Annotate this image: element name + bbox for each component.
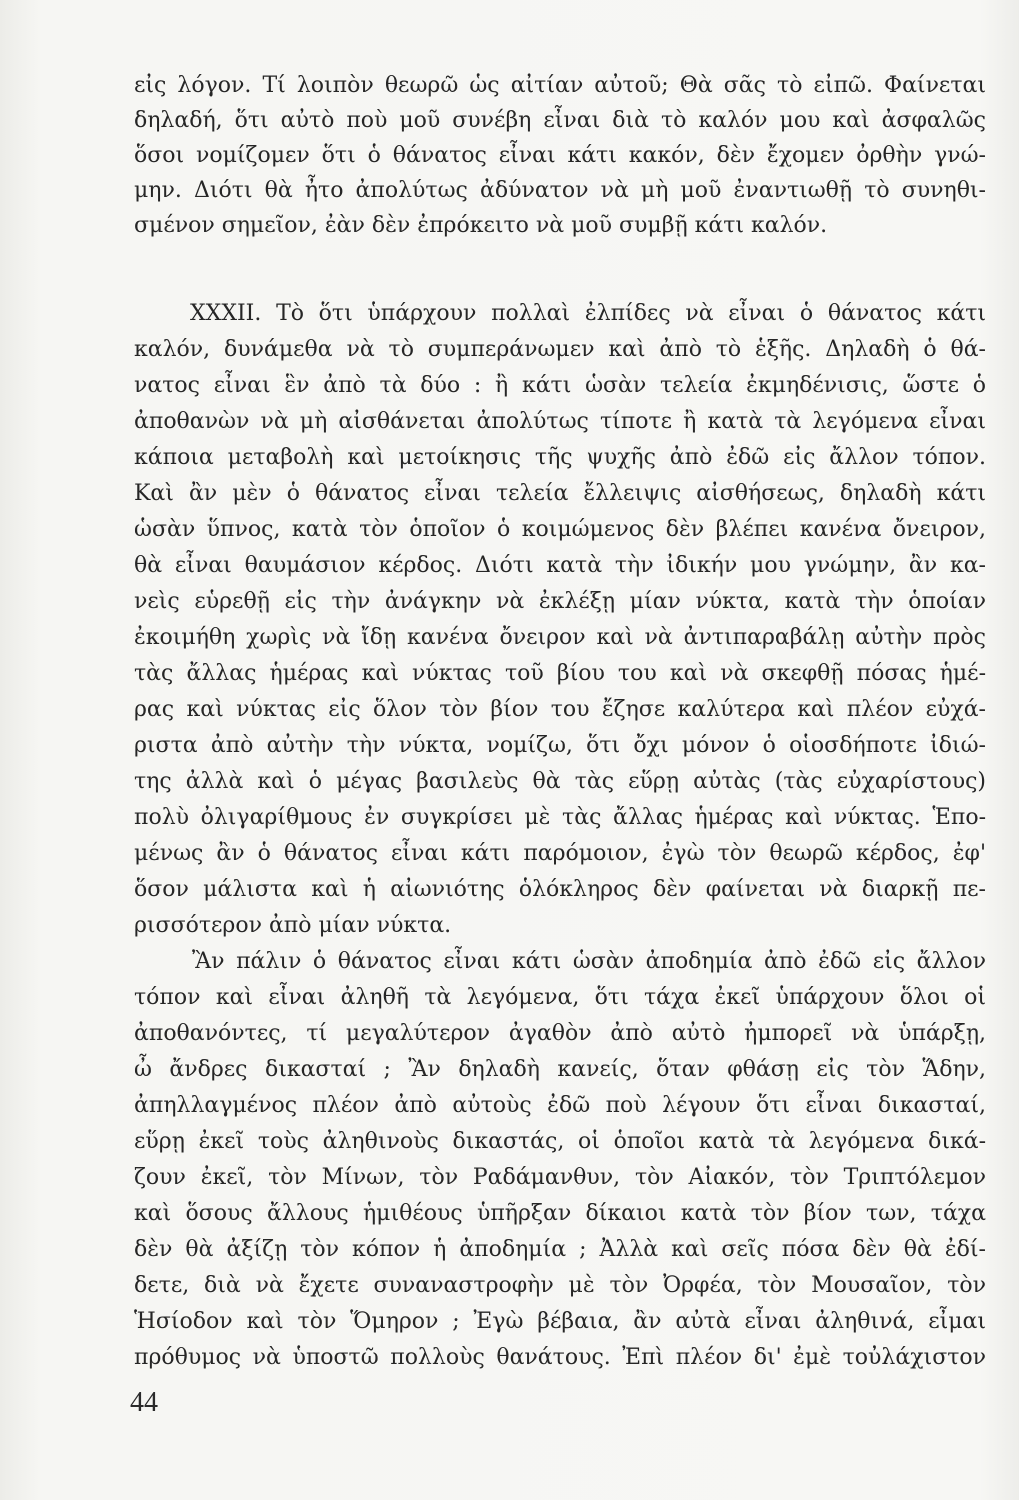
section-heading-line: XXXII. Τὸ ὅτι ὑπάρχουν πολλαὶ ἐλπίδες νὰ εἶναι ὁ θάνατος κάτι <box>190 301 986 326</box>
text-line: νατος εἶναι ἓν ἀπὸ τὰ δύο : ἢ κάτι ὡσὰν τελεία ἐκμηδένισις, ὥστε ὁ <box>134 373 986 398</box>
text-line: της ἀλλὰ καὶ ὁ μέγας βασιλεὺς θὰ τὰς εὕρῃ αὐτὰς (τὰς εὐχαρίστους) <box>134 769 986 794</box>
text-line: νεὶς εὑρεθῇ εἰς τὴν ἀνάγκην νὰ ἐκλέξῃ μίαν νύκτα, κατὰ τὴν ὁποίαν <box>134 589 986 614</box>
text-line: ἀποθανὼν νὰ μὴ αἰσθάνεται ἀπολύτως τίποτε ἢ κατὰ τὰ λεγόμενα εἶναι <box>134 409 986 434</box>
text-line: θὰ εἶναι θαυμάσιον κέρδος. Διότι κατὰ τὴν ἰδικήν μου γνώμην, ἂν κα- <box>134 553 986 578</box>
text-line: ἀποθανόντες, τί μεγαλύτερον ἀγαθὸν ἀπὸ αὐτὸ ἠμπορεῖ νὰ ὑπάρξῃ, <box>134 1021 986 1046</box>
text-line: δὲν θὰ ἀξίζῃ τὸν κόπον ἡ ἀποδημία ; Ἀλλὰ καὶ σεῖς πόσα δὲν θὰ ἐδί- <box>134 1237 986 1262</box>
text-line: ὦ ἄνδρες δικασταί ; Ἂν δηλαδὴ κανείς, ὅταν φθάσῃ εἰς τὸν Ἅδην, <box>134 1057 986 1082</box>
text-line: ὅσοι νομίζομεν ὅτι ὁ θάνατος εἶναι κάτι κακόν, δὲν ἔχομεν ὀρθὴν γνώ- <box>134 143 986 168</box>
text-line: ὅσον μάλιστα καὶ ἡ αἰωνιότης ὁλόκληρος δὲν φαίνεται νὰ διαρκῇ πε- <box>134 877 986 902</box>
text-line: δετε, διὰ νὰ ἔχετε συναναστροφὴν μὲ τὸν Ὀρφέα, τὸν Μουσαῖον, τὸν <box>134 1273 986 1298</box>
paragraph-first-line: Ἂν πάλιν ὁ θάνατος εἶναι κάτι ὡσὰν ἀποδημία ἀπὸ ἐδῶ εἰς ἄλλον <box>192 949 986 974</box>
text-line: Ἡσίοδον καὶ τὸν Ὅμηρον ; Ἐγὼ βέβαια, ἂν αὐτὰ εἶναι ἀληθινά, εἶμαι <box>134 1309 986 1334</box>
text-line: ρισσότερον ἀπὸ μίαν νύκτα. <box>134 913 452 938</box>
text-line: ὡσὰν ὕπνος, κατὰ τὸν ὁποῖον ὁ κοιμώμενος δὲν βλέπει κανένα ὄνειρον, <box>134 517 986 542</box>
text-line: καὶ ὅσους ἄλλους ἡμιθέους ὑπῆρξαν δίκαιοι κατὰ τὸν βίον των, τάχα <box>134 1201 986 1226</box>
text-line: ἀπηλλαγμένος πλέον ἀπὸ αὐτοὺς ἐδῶ ποὺ λέγουν ὅτι εἶναι δικασταί, <box>134 1093 986 1118</box>
text-line: τὰς ἄλλας ἡμέρας καὶ νύκτας τοῦ βίου του καὶ νὰ σκεφθῇ πόσας ἡμέ- <box>134 661 986 686</box>
text-line: εἰς λόγον. Τί λοιπὸν θεωρῶ ὡς αἰτίαν αὐτοῦ; Θὰ σᾶς τὸ εἰπῶ. Φαίνεται <box>134 73 986 98</box>
text-line: πρόθυμος νὰ ὑποστῶ πολλοὺς θανάτους. Ἐπὶ πλέον δι' ἐμὲ τοὐλάχιστον <box>134 1345 986 1370</box>
text-line: κάποια μεταβολὴ καὶ μετοίκησις τῆς ψυχῆς ἀπὸ ἐδῶ εἰς ἄλλον τόπον. <box>134 445 986 470</box>
text-line: πολὺ ὀλιγαρίθμους ἐν συγκρίσει μὲ τὰς ἄλλας ἡμέρας καὶ νύκτας. Ἑπο- <box>134 805 986 830</box>
text-line: ζουν ἐκεῖ, τὸν Μίνων, τὸν Ραδάμανθυν, τὸν Αἰακόν, τὸν Τριπτόλεμον <box>134 1165 986 1190</box>
text-line: δηλαδή, ὅτι αὐτὸ ποὺ μοῦ συνέβη εἶναι διὰ τὸ καλόν μου καὶ ἀσφαλῶς <box>134 108 986 133</box>
text-line: μην. Διότι θὰ ἦτο ἀπολύτως ἀδύνατον νὰ μὴ μοῦ ἐναντιωθῇ τὸ συνηθι- <box>134 178 986 203</box>
text-line: τόπον καὶ εἶναι ἀληθῆ τὰ λεγόμενα, ὅτι τάχα ἐκεῖ ὑπάρχουν ὅλοι οἱ <box>134 985 986 1010</box>
text-line: ρας καὶ νύκτας εἰς ὅλον τὸν βίον του ἔζησε καλύτερα καὶ πλέον εὐχά- <box>134 697 986 722</box>
page-number: 44 <box>130 1387 158 1418</box>
text-line: ριστα ἀπὸ αὐτὴν τὴν νύκτα, νομίζω, ὅτι ὄχι μόνον ὁ οἱοσδήποτε ἰδιώ- <box>134 733 986 758</box>
text-line: Καὶ ἂν μὲν ὁ θάνατος εἶναι τελεία ἔλλειψις αἰσθήσεως, δηλαδὴ κάτι <box>134 481 986 506</box>
text-line: σμένον σημεῖον, ἐὰν δὲν ἐπρόκειτο νὰ μοῦ συμβῇ κάτι καλόν. <box>134 213 828 238</box>
text-line: ἐκοιμήθη χωρὶς νὰ ἴδῃ κανένα ὄνειρον καὶ νὰ ἀντιπαραβάλῃ αὐτὴν πρὸς <box>134 625 986 650</box>
text-line: μένως ἂν ὁ θάνατος εἶναι κάτι παρόμοιον, ἐγὼ τὸν θεωρῶ κέρδος, ἐφ' <box>134 841 986 866</box>
text-line: εὕρῃ ἐκεῖ τοὺς ἀληθινοὺς δικαστάς, οἱ ὁποῖοι κατὰ τὰ λεγόμενα δικά- <box>134 1129 986 1154</box>
text-line: καλόν, δυνάμεθα νὰ τὸ συμπεράνωμεν καὶ ἀπὸ τὸ ἑξῆς. Δηλαδὴ ὁ θά- <box>134 337 986 362</box>
